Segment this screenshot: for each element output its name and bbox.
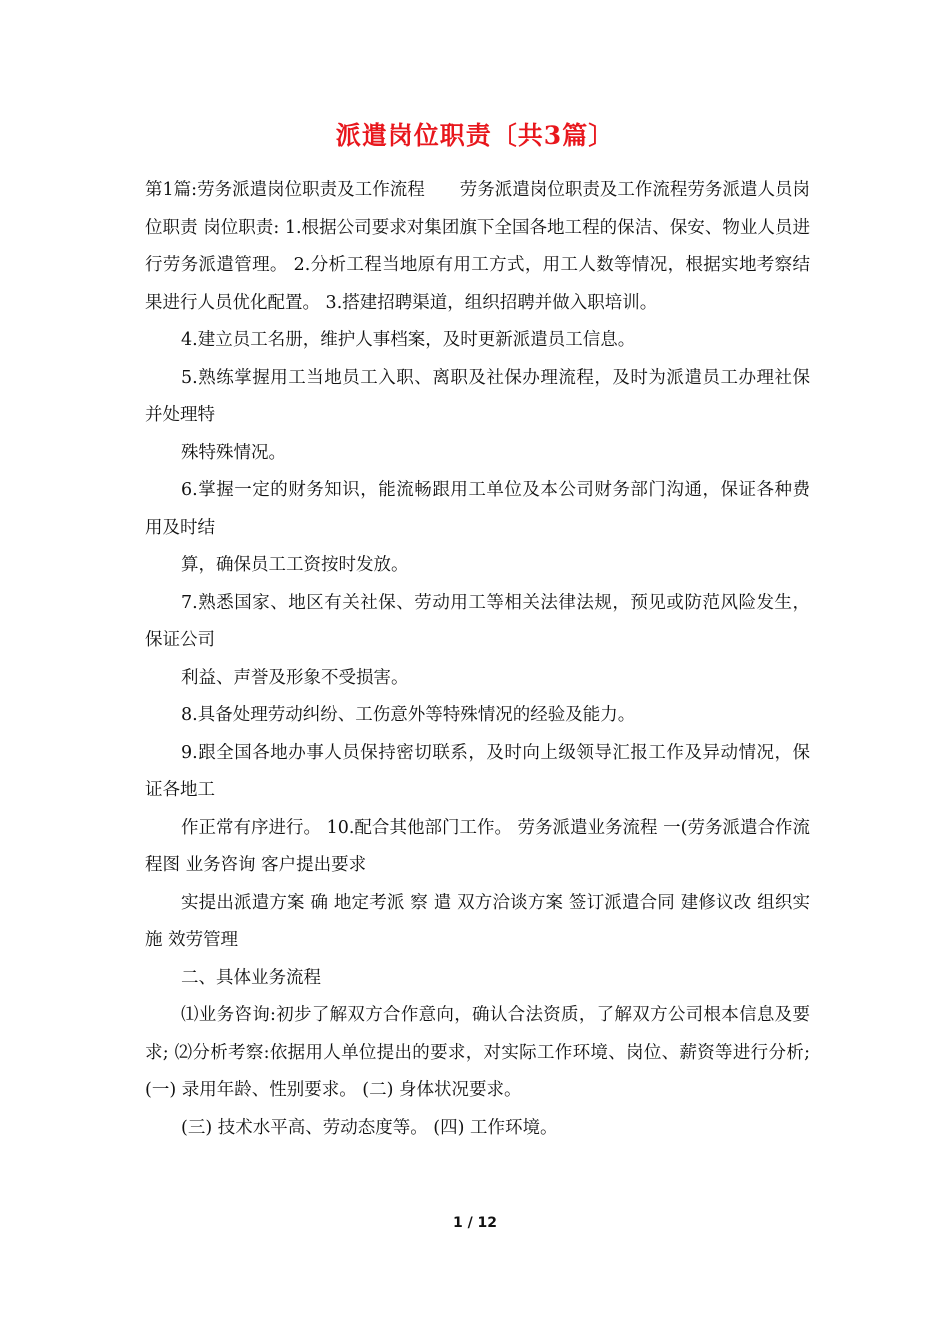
paragraph: 4.建立员工名册，维护人事档案，及时更新派遣员工信息。 bbox=[181, 330, 636, 350]
document-title: 派遣岗位职责〔共3篇〕 bbox=[335, 121, 615, 150]
paragraph: 殊特殊情况。 bbox=[181, 442, 286, 463]
paragraph: 二、具体业务流程 bbox=[181, 967, 321, 988]
paragraph: 7.熟悉国家、地区有关社保、劳动用工等相关法律法规，预见或防范风险发生，保证公司 bbox=[145, 592, 810, 650]
paragraph: 利益、声誉及形象不受损害。 bbox=[181, 667, 409, 688]
paragraph: 第1篇:劳务派遣岗位职责及工作流程 劳务派遣岗位职责及工作流程劳务派遣人员岗位职责 岗位职责: 1.根据公司要求对集团旗下全国各地工程的保洁、保安、物业人员进行劳务派遣管理。 2.分析工程当地原有用工方式，用工人数等情况，根据实地考察结果进行人员优化配置。 3.搭建招聘渠道，组织招聘并做入职培训。 bbox=[145, 180, 810, 313]
paragraph: 9.跟全国各地办事人员保持密切联系，及时向上级领导汇报工作及异动情况，保证各地工 bbox=[145, 742, 810, 800]
paragraph: 8.具备处理劳动纠纷、工伤意外等特殊情况的经验及能力。 bbox=[181, 705, 636, 725]
paragraph: 5.熟练掌握用工当地员工入职、离职及社保办理流程，及时为派遣员工办理社保并处理特 bbox=[145, 367, 810, 425]
paragraph: (三) 技术水平高、劳动态度等。 (四) 工作环境。 bbox=[181, 1117, 558, 1138]
document-body bbox=[145, 172, 810, 1147]
paragraph: 算，确保员工工资按时发放。 bbox=[181, 555, 409, 575]
paragraph: ⑴业务咨询:初步了解双方合作意向，确认合法资质，了解双方公司根本信息及要求; ⑵分析考察:依据用人单位提出的要求，对实际工作环境、岗位、薪资等进行分析; (一) 录用年龄、性别要求。 (二) 身体状况要求。 bbox=[145, 1005, 810, 1100]
paragraph: 6.掌握一定的财务知识，能流畅跟用工单位及本公司财务部门沟通，保证各种费用及时结 bbox=[145, 480, 810, 538]
paragraph: 作正常有序进行。 10.配合其他部门工作。 劳务派遣业务流程 一(劳务派遣合作流程图 业务咨询 客户提出要求 bbox=[145, 817, 810, 875]
paragraph: 实提出派遣方案 确 地定考派 察 遣 双方洽谈方案 签订派遣合同 建修议改 组织实施 效劳管理 bbox=[145, 892, 810, 950]
page-number: 1 / 12 bbox=[452, 1215, 498, 1231]
